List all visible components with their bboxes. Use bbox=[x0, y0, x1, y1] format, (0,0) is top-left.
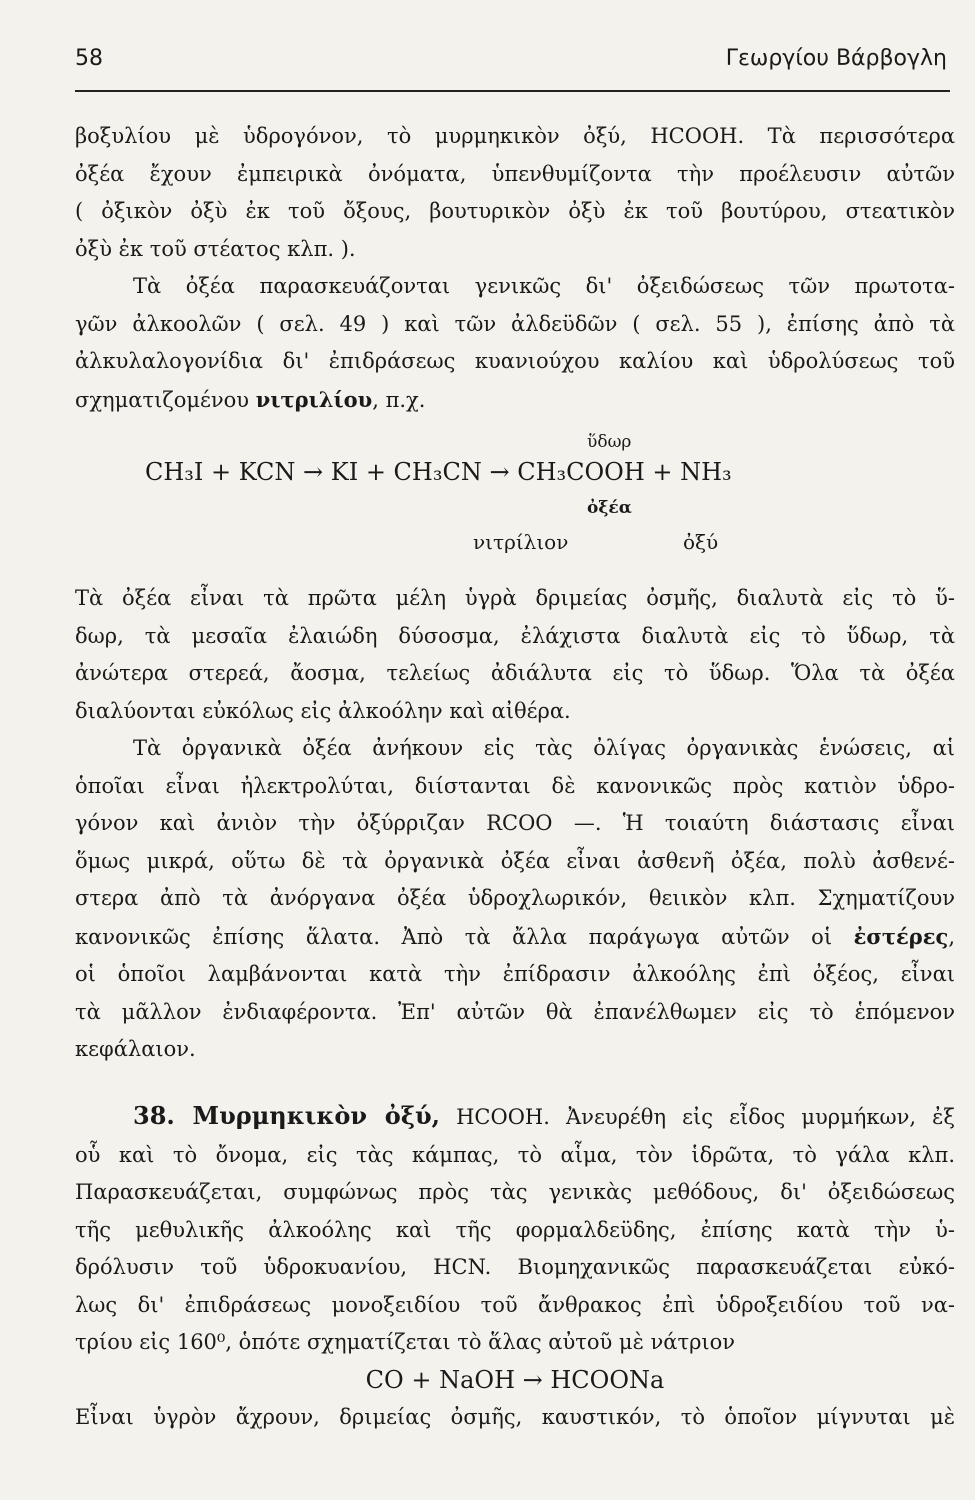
section-38 bbox=[75, 1097, 955, 1437]
text-line: ἀλκυλαλογονίδια δι' ἐπιδράσεως κυανιούχου καλίου καὶ ὑδρολύσεως τοῦ bbox=[75, 349, 955, 373]
text-line: βοξυλίου μὲ ὑδρογόνον, τὸ μυρμηκικὸν ὀξύ, HCOOH. Τὰ περισσότερα bbox=[75, 124, 955, 148]
text-line: ὁποῖαι εἶναι ἠλεκτρολύται, διίστανται δὲ κανονικῶς πρὸς κατιὸν ὑδρο- bbox=[75, 773, 955, 798]
equation-label-nitrile: νιτρίλιον bbox=[473, 530, 569, 554]
text-line: οἱ ὁποῖοι λαμβάνονται κατὰ τὴν ἐπίδρασιν ἀλκοόλης ἐπὶ ὀξέος, εἶναι bbox=[75, 962, 955, 986]
equation-2: CO + NaOH → HCOONa bbox=[365, 1365, 665, 1394]
page-number: 58 bbox=[75, 46, 103, 71]
text-line: δρόλυσιν τοῦ ὑδροκυανίου, HCN. Βιομηχανικῶς παρασκευάζεται εὐκό- bbox=[75, 1255, 955, 1279]
text-line: ὅμως μικρά, οὕτω δὲ τὰ ὀργανικὰ ὀξέα εἶναι ἀσθενῆ ὀξέα, πολὺ ἀσθενέ- bbox=[75, 848, 955, 873]
text-line: κεφάλαιον. bbox=[75, 1037, 196, 1061]
text-line: ὀξὺ ἐκ τοῦ στέατος κλπ. ). bbox=[75, 236, 356, 261]
section-heading-line: 38. Μυρμηκικὸν ὀξύ, HCOOH. Ἀνευρέθη εἰς εἶδος μυρμήκων, ἐξ bbox=[133, 1101, 955, 1130]
text-line: Παρασκευάζεται, συμφώνως πρὸς τὰς γενικὰς μεθόδους, δι' ὀξειδώσεως bbox=[75, 1180, 955, 1204]
text-line: στερα ἀπὸ τὰ ἀνόργανα ὀξέα ὑδροχλωρικόν, θειικὸν κλπ. Σχηματίζουν bbox=[75, 886, 955, 910]
text-line: οὗ καὶ τὸ ὄνομα, εἰς τὰς κάμπας, τὸ αἷμα, τὸν ἱδρῶτα, τὸ γάλα κλπ. bbox=[75, 1142, 955, 1167]
text-line: δωρ, τὰ μεσαῖα ἐλαιώδη δύσοσμα, ἐλάχιστα διαλυτὰ εἰς τὸ ὕδωρ, τὰ bbox=[75, 623, 955, 648]
equation-above-label: ὕδωρ bbox=[587, 432, 632, 452]
text-line: τρίου εἰς 160⁰, ὁπότε σχηματίζεται τὸ ἅλας αὐτοῦ μὲ νάτριον bbox=[75, 1330, 736, 1354]
text-line: Εἶναι ὑγρὸν ἄχρουν, δριμείας ὀσμῆς, καυστικόν, τὸ ὁποῖον μίγνυται μὲ bbox=[75, 1405, 955, 1429]
text-line: τῆς μεθυλικῆς ἀλκοόλης καὶ τῆς φορμαλδεϋδης, ἐπίσης κατὰ τὴν ὑ- bbox=[75, 1217, 955, 1242]
text-line: ἀνώτερα στερεά, ἄοσμα, τελείως ἀδιάλυτα εἰς τὸ ὕδωρ. Ὅλα τὰ ὀξέα bbox=[75, 661, 955, 685]
text-line: ( ὀξικὸν ὀξὺ ἐκ τοῦ ὄξους, βουτυρικὸν ὀξὺ ἐκ τοῦ βουτύρου, στεατικὸν bbox=[75, 199, 955, 223]
text-line: τὰ μᾶλλον ἐνδιαφέροντα. Ἐπ' αὐτῶν θὰ ἐπανέλθωμεν εἰς τὸ ἑπόμενον bbox=[75, 999, 955, 1024]
equation-below-arrow-label: ὀξέα bbox=[587, 498, 632, 518]
text-line: λως δι' ἐπιδράσεως μονοξειδίου τοῦ ἄνθρακος ἐπὶ ὑδροξειδίου τοῦ να- bbox=[75, 1292, 955, 1317]
equation-label-acid: ὀξύ bbox=[683, 530, 719, 554]
bold-term: ἐστέρες bbox=[853, 923, 949, 949]
text-line: Τὰ ὀξέα εἶναι τὰ πρῶτα μέλη ὑγρὰ δριμείας ὀσμῆς, διαλυτὰ εἰς τὸ ὕ- bbox=[75, 586, 955, 610]
text-line: σχηματιζομένου νιτριλίου, π.χ. bbox=[75, 386, 426, 412]
section-title: 38. Μυρμηκικὸν ὀξύ, bbox=[133, 1101, 440, 1130]
header-rule bbox=[75, 90, 950, 92]
text-line: γῶν ἀλκοολῶν ( σελ. 49 ) καὶ τῶν ἀλδεϋδῶν ( σελ. 55 ), ἐπίσης ἀπὸ τὰ bbox=[75, 311, 955, 336]
text-line: ὀξέα ἔχουν ἐμπειρικὰ ὀνόματα, ὑπενθυμίζοντα τὴν προέλευσιν αὐτῶν bbox=[75, 161, 955, 186]
page-body bbox=[75, 118, 955, 419]
text-line: γόνον καὶ ἀνιὸν τὴν ὀξύρριζαν RCOO —. Ἡ τοιαύτη διάστασις εἶναι bbox=[75, 811, 955, 835]
bold-term: νιτριλίου bbox=[255, 386, 373, 412]
text-line: διαλύονται εὐκόλως εἰς ἀλκοόλην καὶ αἰθέρα. bbox=[75, 698, 571, 723]
page-body-continued bbox=[75, 580, 955, 1069]
page-header bbox=[75, 46, 947, 82]
equation-formula: CH₃I + KCN → KI + CH₃CN → CH₃COOH + NH₃ bbox=[145, 458, 732, 486]
text-line: Τὰ ὀξέα παρασκευάζονται γενικῶς δι' ὀξειδώσεως τῶν πρωτοτα- bbox=[133, 274, 955, 298]
text-line: Τὰ ὀργανικὰ ὀξέα ἀνήκουν εἰς τὰς ὀλίγας ὀργανικὰς ἑνώσεις, αἱ bbox=[133, 736, 955, 760]
text-line: κανονικῶς ἐπίσης ἅλατα. Ἀπὸ τὰ ἄλλα παράγωγα αὐτῶν οἱ ἐστέρες, bbox=[75, 923, 955, 949]
running-title: Γεωργίου Βάρβογλη bbox=[725, 46, 947, 71]
equation-block bbox=[75, 410, 955, 570]
